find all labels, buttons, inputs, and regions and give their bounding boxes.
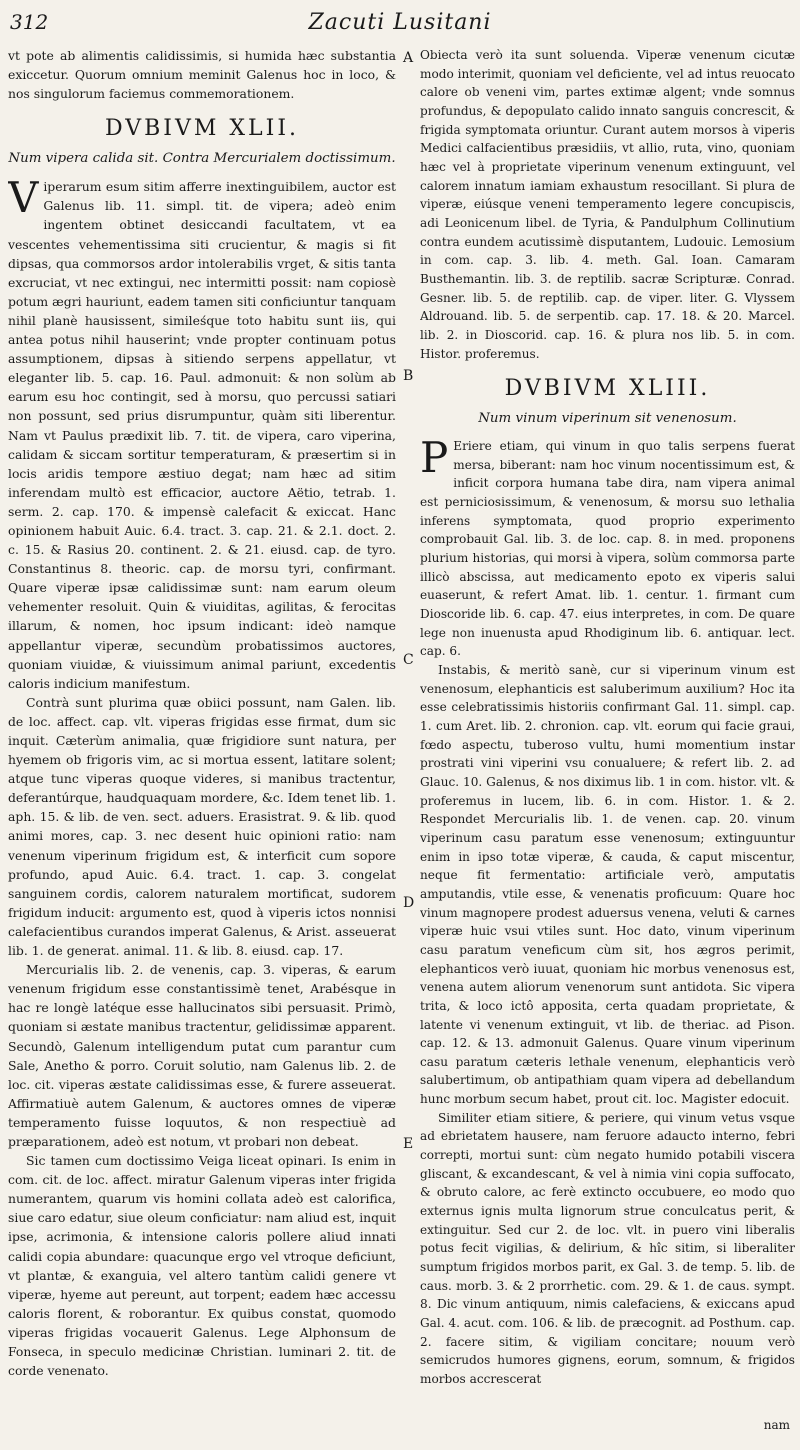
dubium-43-paragraph-1 bbox=[420, 433, 795, 661]
margin-letter-d: D bbox=[403, 895, 415, 911]
drop-cap-p: P bbox=[420, 433, 449, 483]
margin-letter-a: A bbox=[403, 50, 414, 66]
dubium-43-question: Num vinum viperinum sit venenosum. bbox=[478, 411, 737, 427]
running-title: Zacuti Lusitani bbox=[308, 10, 492, 35]
right-column bbox=[420, 46, 795, 1391]
dubium-43-paragraph-3: Similiter etiam sitiere, & periere, qui vinum vetus vsque ad ebrietatem hausere, nam feruore adaucto interno, febri correpti, mortui sunt: cùm negato humido potabili viscera gliscant, & excandescant, & vel à nimia vini copia suffocato, & obruto calore, ac ferè extincto occubuere, eo modo quo externus ignis multa lignorum strue conculcatus perit, & extinguitur. Sed cur 2. de loc. vlt. in puero vini liberalis potus fecit vigilias, & delirium, & hîc sitim, si liberaliter sumptum frigidos morbos parit, ex Gal. 3. de temp. 5. lib. de caus. morb. 3. & 2 prorrhetic. com. 29. & 1. de caus. sympt. 8. Dic vinum antiquum, nimis calefaciens, & exiccans apud Gal. 4. acut. com. 106. & lib. de præcognit. ad Posthum. cap. 2. facere sitim, & vigiliam concitare; nouum verò semicrudos humores gignens, eorum, somnum, & frigidos morbos accrescerat bbox=[420, 1110, 795, 1386]
dubium-42-paragraph-1-text: iperarum esum sitim afferre inextinguibilem, auctor est Galenus lib. 11. simpl. tit. de vipera; adeò enim ingentem obtinet desiccandi facultatem, vt ea vescentes vehementissima siti crucientur, & magis si fit dipsas, qua commorsos ardor intolerabilis vrget, & sitis tanta excruciat, vt nec extingui, nec intermitti possit: nam copiosè potum ægri hauriunt, eadem tamen siti conficiuntur tanquam nihil planè hausissent, simileśque toto habitu sunt iis, qui antea potus nihil hauserint; vnde propter continuam potus assumptionem, dipsas à sitiendo serpens appellatur, vt eleganter lib. 5. cap. 16. Paul. admonuit: & non solùm ab earum esu hoc contingit, sed à morsu, quo percussi satiari non possunt, sed prius disrumpuntur, quàm siti liberentur. Nam vt Paulus prædixit lib. 7. tit. de vipera, caro viperina, calidam & siccam sortitur temperaturam, & præsertim si in locis aridis tempore æstiuo degat; nam hæc ad sitim inferendam multò est efficacior, auctore Aëtio, tetrab. 1. serm. 2. cap. 170. & impensè calefacit & exiccat. Hanc opinionem habuit Auic. 6.4. tract. 3. cap. 21. & 2.1. doct. 2. c. 15. & Rasius 20. continent. 2. & 21. eiusd. cap. de tyro. Constantinus 8. theoric. cap. de morsu tyri, confirmant. Quare viperæ ipsæ calidissimæ sunt: nam earum oleum vehementer resoluit. Quin & viuiditas, agilitas, & ferocitas illarum, & nomen, hoc ipsum indicant: ideò namque appellantur viperæ, secundùm probatissimos auctores, quoniam viuidæ, & viuissimum animal pariunt, excedentis caloris indicium manifestum. bbox=[8, 179, 396, 691]
dubium-42-paragraph-3: Mercurialis lib. 2. de venenis, cap. 3. viperas, & earum venenum frigidum esse constantissimè tenet, Arabésque in hac re longè latéque esse hallucinatos sibi persuasit. Primò, quoniam si æstate manibus tractentur, gelidissimæ apparent. Secundò, Galenum intelligendum putat cum parantur cum Sale, Anetho & porro. Coruit solutio, nam Galenus lib. 2. de loc. cit. viperas æstate calidissimas esse, & furere asseuerat. Affirmatiuè autem Galenum, & auctores omnes de viperæ temperamento fuisse loquutos, & non respectiuè ad præparationem, adeò est notum, vt probari non debeat. bbox=[8, 962, 396, 1149]
left-column bbox=[8, 46, 396, 1416]
right-paragraph-1: Obiecta verò ita sunt soluenda. Viperæ venenum cicutæ modo interimit, quoniam vel deficiente, vel ad intus reuocato calore ob veneni vim, partes extimæ algent; vnde somnus profundus, & depopulato calido innato sanguis concrescit, & frigida symptomata oriuntur. Curant autem morsos à viperis Medici calfacientibus præsidiis, vt allio, ruta, vino, quoniam hæc vel à proprietate viperinum venenum extinguunt, vel calorem innatum iamiam exhaustum resocillant. Si plura de viperæ, eiúsque veneni temperamento legere concupiscis, adi Leonicenum libel. de Tyria, & Pandulphum Collinutium contra eundem acutissimè disputantem, Ludouic. Lemosium in com. cap. 3. lib. 4. meth. Gal. Ioan. Camaram Busthemantin. lib. 3. de reptilib. sacræ Scripturæ. Conrad. Gesner. lib. 5. de reptilib. cap. de viper. liter. G. Vlyssem Aldrouand. lib. 5. de serpentib. cap. 17. 18. & 20. Marcel. lib. 2. in Dioscorid. cap. 16. & plura nos lib. 5. in com. Histor. proferemus. bbox=[420, 48, 795, 361]
margin-letter-b: B bbox=[403, 368, 414, 384]
margin-letter-e: E bbox=[403, 1136, 414, 1152]
page-header bbox=[0, 10, 800, 40]
dubium-42-paragraph-1 bbox=[8, 173, 396, 693]
dubium-42-paragraph-4: Sic tamen cum doctissimo Veiga liceat opinari. Is enim in com. cit. de loc. affect. miratur Galenum viperas inter frigida numerantem, quarum vis homini collata adeò est calorifica, siue caro edatur, siue oleum conficiatur: nam aliud est, inquit ipse, acrimonia, & intensione caloris pollere aliud innati calidi copia abundare: quacunque ergo vel vtroque deficiunt, vt plantæ, & exanguia, vel altero tantùm calidi genere vt viperæ, hyeme aut pereunt, aut torpent; eadem hæc accessu caloris florent, & roborantur. Ex quibus constat, quomodo viperas frigidas vocauerit Galenus. Lege Alphonsum de Fonseca, in speculo medicinæ Christian. luminari 2. tit. de corde venenato. bbox=[8, 1153, 396, 1379]
dubium-42-question: Num vipera calida sit. Contra Mercurialem doctissimum. bbox=[8, 151, 396, 167]
page-number: 312 bbox=[10, 10, 49, 34]
catchword: nam bbox=[763, 1418, 790, 1432]
left-opening-paragraph: vt pote ab alimentis calidissimis, si humida hæc substantia exiccetur. Quorum omnium meminit Galenus hoc in loco, & nos singulorum faciemus commemorationem. bbox=[8, 48, 396, 102]
drop-cap-v: V bbox=[8, 173, 39, 223]
dubium-43-paragraph-1-text: Eriere etiam, qui vinum in quo talis serpens fuerat mersa, biberant: nam hoc vinum nocentissimum est, & inficit corpora humana tabe dira, nam vipera animal est perniciosissimum, & venenosum, & morsu suo lethalia inferens symptomata, quod proprio experimento comprobauit Gal. lib. 3. de loc. cap. 8. in med. proponens plurium historias, qui morsi à vipera, solùm commorsa parte illicò abscissa, aut medicamento epoto ex viperis salui euaserunt, & refert Amat. lib. 1. centur. 1. firmant cum Dioscoride lib. 6. cap. 47. eius interpretes, in com. De quare lege non inuenusta apud Rhodiginum lib. 6. antiquar. lect. cap. 6. bbox=[420, 439, 795, 659]
dubium-43-paragraph-2: Instabis, & meritò sanè, cur si viperinum vinum est venenosum, elephanticis est saluberimum auxilium? Hoc ita esse celebratissimis historiis confirmant Gal. 11. simpl. cap. 1. cum Aret. lib. 2. chronion. cap. vlt. eorum qui facie graui, fœdo aspectu, tuberoso vultu, humi momentium instar prostrati vini viperini vsu conualuere; & refert lib. 2. ad Glauc. 10. Galenus, & nos diximus lib. 1 in com. histor. vlt. & proferemus in lucem, lib. 6. in com. Histor. 1. & 2. Respondet Mercurialis lib. 1. de venen. cap. 20. vinum viperinum casu paratum esse venenosum; extinguuntur enim in ipso totæ viperæ, & cauda, & caput miscentur, neque fit fermentatio: artificiale verò, amputatis amputandis, vtile esse, & venenatis proficuum: Quare hoc vinum magnopere prodest aduersus venena, veluti & carnes viperæ huic vsui vtiles sunt. Hoc dato, vinum viperinum casu paratum veneficum cùm sit, hos ægros perimit, elephanticos verò iuuat, quoniam hic morbus venenosus est, venena autem aliorum venenorum sunt antidota. Sic vipera trita, & loco ictô apposita, certa quadam proprietate, & latente vi venenum extinguit, vt lib. de theriac. ad Pison. cap. 12. & 13. admonuit Galenus. Quare vinum viperinum casu paratum cæteris lethale venenum, elephanticis verò salubertimum, ob antipathiam quam vipera ad debellandum hunc morbum secum habet, prout cit. loc. Magister edocuit. bbox=[420, 663, 795, 1107]
dubium-42-paragraph-2: Contrà sunt plurima quæ obiici possunt, nam Galen. lib. de loc. affect. cap. vlt. viperas frigidas esse firmat, dum sic inquit. Cæterùm animalia, quæ frigidiore sunt natura, per hyemem ob frigoris vim, ac si mortua essent, latitare solent; atque tunc viperas quoque videres, si manibus tractentur, deferantúrque, haudquaquam mordere, &c. Idem tenet lib. 1. aph. 15. & lib. de ven. sect. aduers. Erasistrat. 9. & lib. quod animi mores, cap. 3. nec desent huic opinioni ratio: nam venenum viperinum frigidum est, & interficit cum sopore profundo, apud Auic. 6.4. tract. 1. cap. 3. congelat sanguinem cordis, calorem naturalem mortificat, sudorem frigidum inducit: argumento est, quod à viperis ictos nonnisi calefacientibus curandos imperat Galenus, & Arist. asseuerat lib. 1. de generat. animal. 11. & lib. 8. eiusd. cap. 17. bbox=[8, 694, 396, 959]
dubium-43-heading: DVBIVM XLIII. bbox=[504, 376, 711, 402]
margin-letter-c: C bbox=[403, 652, 414, 668]
dubium-42-heading: DVBIVM XLII. bbox=[104, 116, 300, 142]
